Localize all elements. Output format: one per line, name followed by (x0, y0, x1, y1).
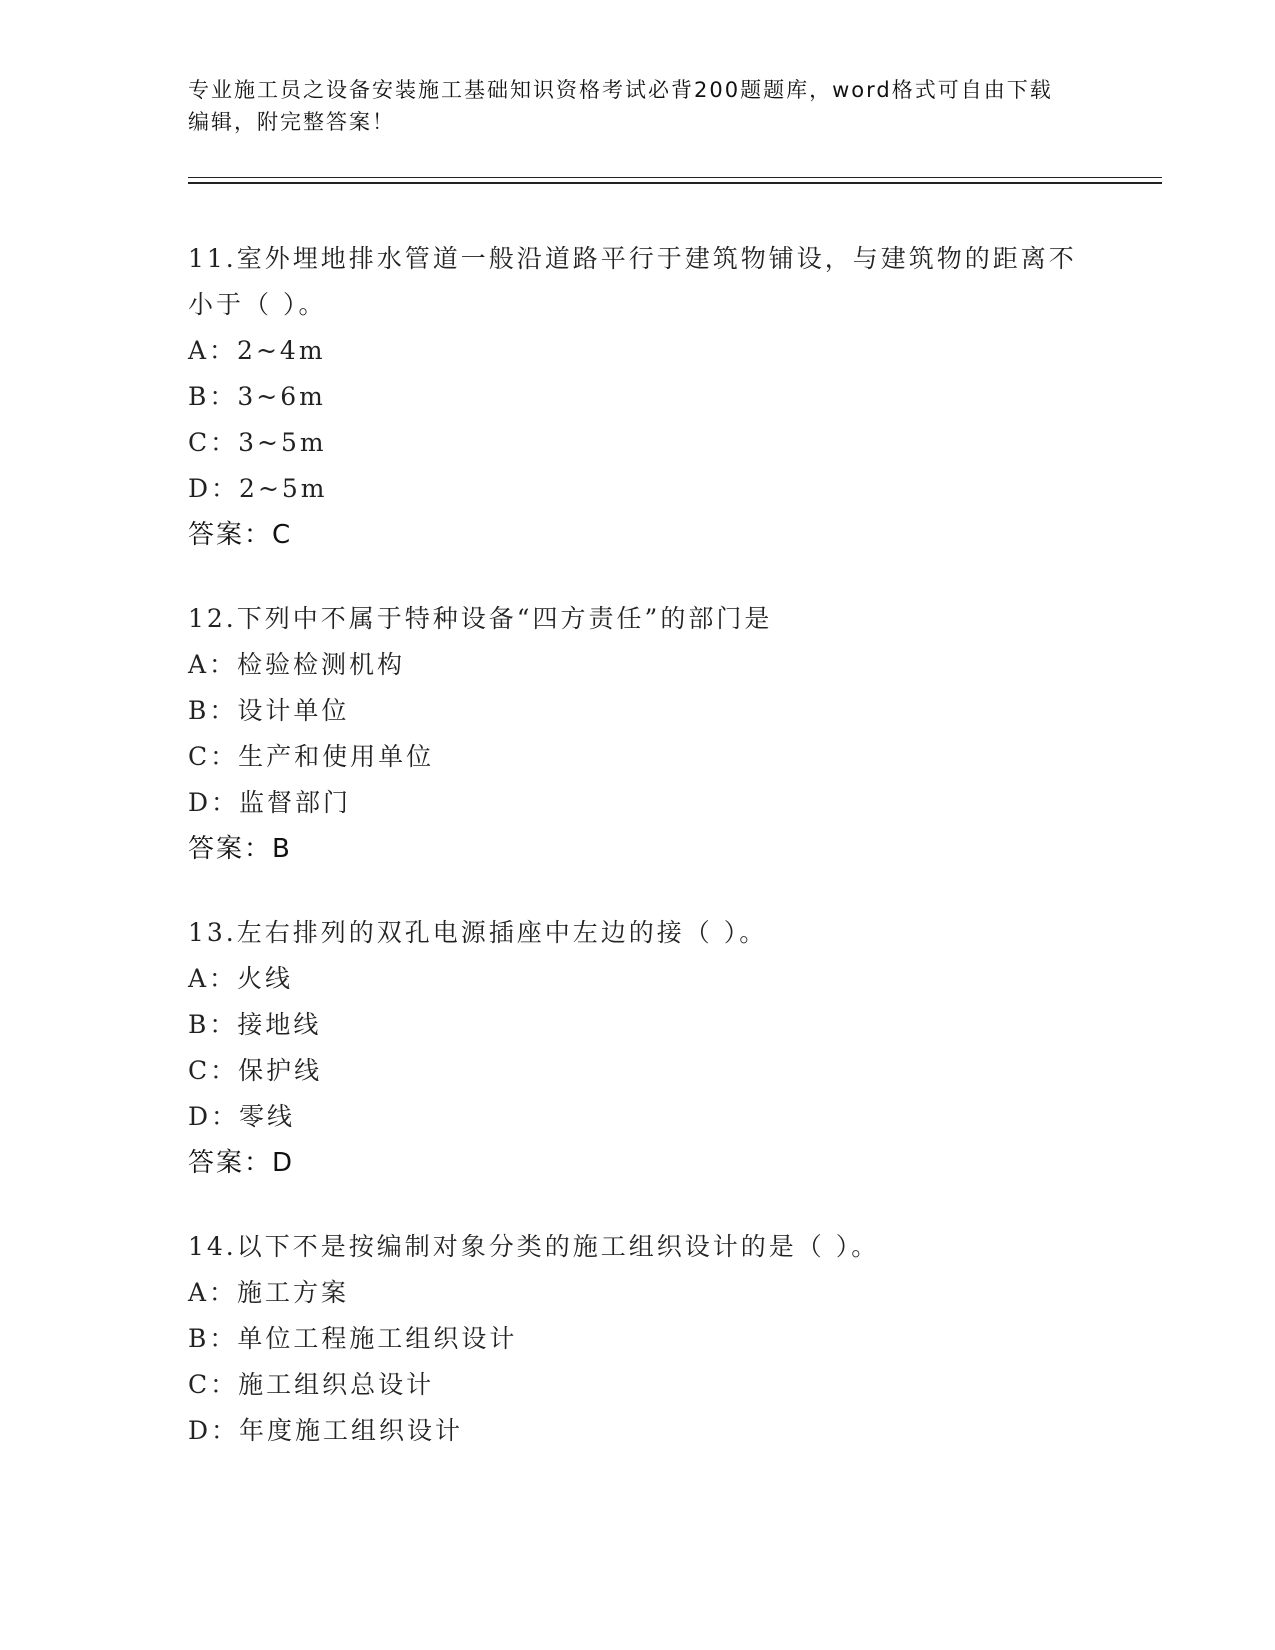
option-d: D：监督部门 (188, 788, 352, 817)
question-stem: 13.左右排列的双孔电源插座中左边的接（ ）。 (188, 918, 768, 947)
answer: 答案：B (188, 834, 292, 864)
option-b: B：3~6m (188, 382, 326, 411)
question-stem: 14.以下不是按编制对象分类的施工组织设计的是（ ）。 (188, 1232, 880, 1261)
question-11 (188, 236, 1088, 558)
option-d: D：年度施工组织设计 (188, 1416, 464, 1445)
option-c: C：保护线 (188, 1056, 323, 1085)
option-a: A：施工方案 (188, 1278, 350, 1307)
option-c: C：生产和使用单位 (188, 742, 435, 771)
option-b: B：单位工程施工组织设计 (188, 1324, 518, 1353)
option-b: B：设计单位 (188, 696, 350, 725)
option-b: B：接地线 (188, 1010, 322, 1039)
document-header: 专业施工员之设备安装施工基础知识资格考试必背200题题库，word格式可自由下载编辑，附完整答案！ (188, 78, 1053, 134)
question-list (188, 236, 1088, 1492)
option-c: C：3~5m (188, 428, 327, 457)
answer: 答案：C (188, 520, 293, 550)
answer: 答案：D (188, 1148, 295, 1178)
header-rule-thick (188, 182, 1162, 184)
question-stem: 11.室外埋地排水管道一般沿道路平行于建筑物铺设，与建筑物的距离不小于（ ）。 (188, 244, 1077, 319)
question-12 (188, 596, 1088, 872)
question-14 (188, 1224, 1088, 1454)
option-a: A：检验检测机构 (188, 650, 406, 679)
option-a: A：火线 (188, 964, 294, 993)
option-a: A：2~4m (188, 336, 326, 365)
option-c: C：施工组织总设计 (188, 1370, 435, 1399)
option-d: D：2~5m (188, 474, 328, 503)
question-stem: 12.下列中不属于特种设备“四方责任”的部门是 (188, 604, 773, 633)
header-rule-thin (188, 177, 1162, 178)
option-d: D：零线 (188, 1102, 296, 1131)
question-13 (188, 910, 1088, 1186)
